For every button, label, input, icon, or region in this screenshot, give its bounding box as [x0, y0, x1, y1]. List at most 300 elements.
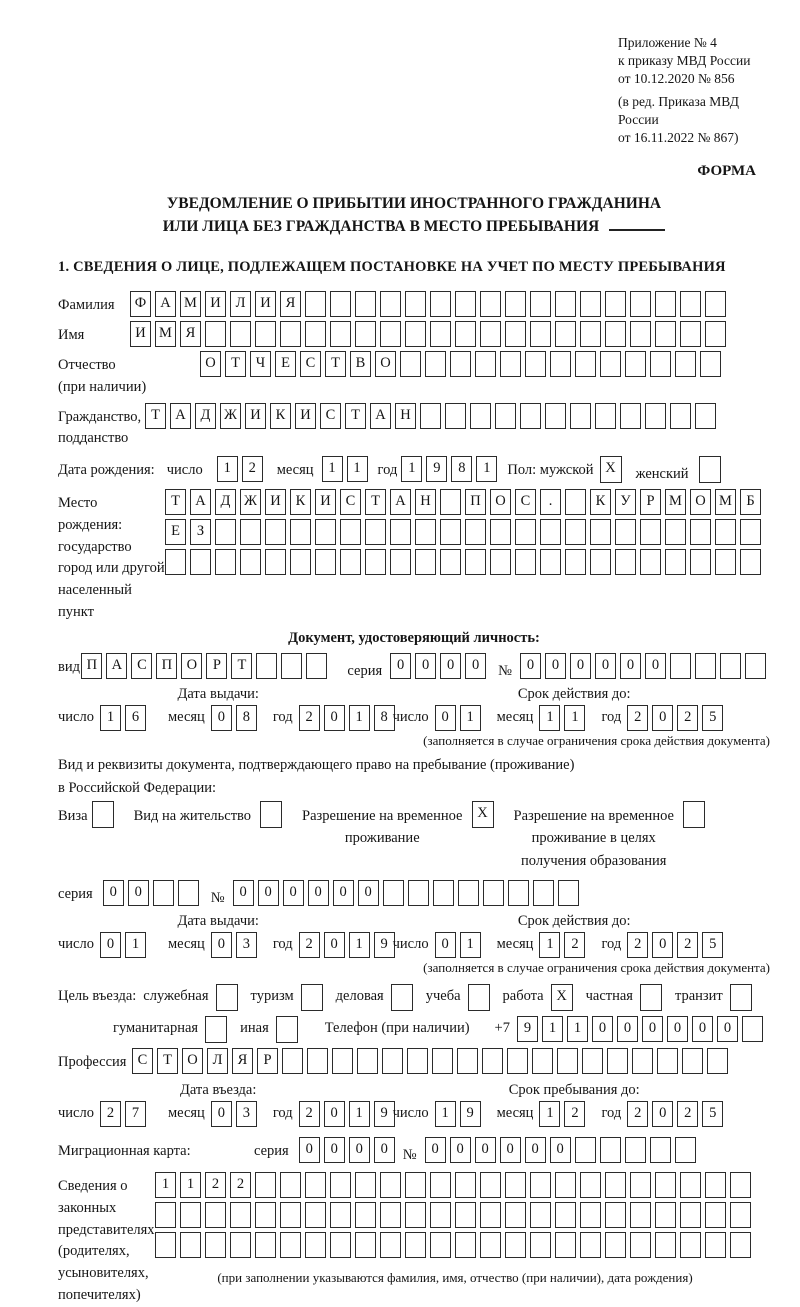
char-box[interactable]	[305, 1172, 326, 1198]
char-box[interactable]: 0	[652, 705, 673, 731]
char-box[interactable]	[405, 321, 426, 347]
char-box[interactable]	[355, 1172, 376, 1198]
char-box[interactable]	[430, 1232, 451, 1258]
char-box[interactable]	[255, 1232, 276, 1258]
char-box[interactable]: 2	[677, 705, 698, 731]
char-box[interactable]: 2	[230, 1172, 251, 1198]
char-box[interactable]: 2	[627, 1101, 648, 1127]
char-box[interactable]	[655, 291, 676, 317]
char-box[interactable]	[480, 1202, 501, 1228]
char-box[interactable]: 1	[155, 1172, 176, 1198]
purpose-transit-checkbox[interactable]	[730, 984, 752, 1011]
char-box[interactable]	[580, 1202, 601, 1228]
char-box[interactable]	[730, 1172, 751, 1198]
char-box[interactable]: 1	[349, 1101, 370, 1127]
char-box[interactable]	[740, 519, 761, 545]
char-box[interactable]	[480, 321, 501, 347]
char-box[interactable]: 0	[645, 653, 666, 679]
char-box[interactable]	[630, 1202, 651, 1228]
char-box[interactable]: 0	[692, 1016, 713, 1042]
char-box[interactable]: М	[665, 489, 686, 515]
char-box[interactable]: 8	[236, 705, 257, 731]
char-box[interactable]	[600, 1137, 621, 1163]
char-box[interactable]: 0	[520, 653, 541, 679]
char-box[interactable]	[440, 549, 461, 575]
char-box[interactable]	[505, 291, 526, 317]
char-box[interactable]: 0	[233, 880, 254, 906]
char-box[interactable]	[557, 1048, 578, 1074]
purpose-private-checkbox[interactable]	[640, 984, 662, 1011]
char-box[interactable]	[230, 1232, 251, 1258]
char-box[interactable]	[630, 1172, 651, 1198]
char-box[interactable]	[215, 549, 236, 575]
char-box[interactable]: 0	[324, 1101, 345, 1127]
char-box[interactable]	[153, 880, 174, 906]
char-box[interactable]: 5	[702, 705, 723, 731]
char-box[interactable]	[380, 1172, 401, 1198]
char-box[interactable]: М	[155, 321, 176, 347]
char-box[interactable]: И	[205, 291, 226, 317]
char-box[interactable]: З	[190, 519, 211, 545]
char-box[interactable]: 2	[100, 1101, 121, 1127]
char-box[interactable]: 0	[308, 880, 329, 906]
char-box[interactable]: Т	[345, 403, 366, 429]
char-box[interactable]	[265, 519, 286, 545]
char-box[interactable]: 9	[426, 456, 447, 482]
char-box[interactable]	[620, 403, 641, 429]
char-box[interactable]: 0	[667, 1016, 688, 1042]
char-box[interactable]	[430, 1172, 451, 1198]
char-box[interactable]: К	[290, 489, 311, 515]
char-box[interactable]	[655, 1172, 676, 1198]
char-box[interactable]	[305, 321, 326, 347]
char-box[interactable]: Л	[230, 291, 251, 317]
char-box[interactable]	[595, 403, 616, 429]
char-box[interactable]	[490, 549, 511, 575]
char-box[interactable]	[255, 1172, 276, 1198]
char-box[interactable]	[205, 1232, 226, 1258]
char-box[interactable]: А	[390, 489, 411, 515]
char-box[interactable]: И	[130, 321, 151, 347]
char-box[interactable]	[290, 549, 311, 575]
char-box[interactable]: 0	[100, 932, 121, 958]
char-box[interactable]: 0	[592, 1016, 613, 1042]
purpose-official-checkbox[interactable]	[216, 984, 238, 1011]
char-box[interactable]: 0	[324, 932, 345, 958]
char-box[interactable]: 1	[460, 705, 481, 731]
char-box[interactable]	[565, 549, 586, 575]
char-box[interactable]	[575, 351, 596, 377]
char-box[interactable]	[590, 519, 611, 545]
char-box[interactable]	[330, 1172, 351, 1198]
char-box[interactable]	[190, 549, 211, 575]
char-box[interactable]: О	[490, 489, 511, 515]
char-box[interactable]: 1	[539, 705, 560, 731]
char-box[interactable]: Р	[257, 1048, 278, 1074]
char-box[interactable]	[215, 519, 236, 545]
char-box[interactable]	[632, 1048, 653, 1074]
char-box[interactable]	[405, 1202, 426, 1228]
char-box[interactable]	[280, 1232, 301, 1258]
char-box[interactable]	[430, 321, 451, 347]
char-box[interactable]: А	[155, 291, 176, 317]
char-box[interactable]: 0	[415, 653, 436, 679]
char-box[interactable]	[290, 519, 311, 545]
char-box[interactable]	[533, 880, 554, 906]
char-box[interactable]	[390, 519, 411, 545]
char-box[interactable]	[665, 549, 686, 575]
char-box[interactable]: 5	[702, 1101, 723, 1127]
char-box[interactable]	[540, 549, 561, 575]
char-box[interactable]: Д	[215, 489, 236, 515]
char-box[interactable]: А	[106, 653, 127, 679]
char-box[interactable]	[615, 519, 636, 545]
char-box[interactable]	[240, 549, 261, 575]
char-box[interactable]	[625, 351, 646, 377]
char-box[interactable]: 5	[702, 932, 723, 958]
char-box[interactable]	[655, 1202, 676, 1228]
char-box[interactable]: Е	[275, 351, 296, 377]
purpose-business-checkbox[interactable]	[391, 984, 413, 1011]
char-box[interactable]	[555, 321, 576, 347]
char-box[interactable]	[240, 519, 261, 545]
char-box[interactable]	[255, 321, 276, 347]
char-box[interactable]	[605, 1232, 626, 1258]
char-box[interactable]: 0	[333, 880, 354, 906]
char-box[interactable]	[690, 519, 711, 545]
char-box[interactable]: С	[131, 653, 152, 679]
char-box[interactable]	[670, 403, 691, 429]
char-box[interactable]	[690, 549, 711, 575]
char-box[interactable]	[730, 1232, 751, 1258]
char-box[interactable]	[555, 291, 576, 317]
char-box[interactable]	[742, 1016, 763, 1042]
char-box[interactable]	[705, 1232, 726, 1258]
char-box[interactable]: Е	[165, 519, 186, 545]
char-box[interactable]	[680, 1232, 701, 1258]
char-box[interactable]	[315, 519, 336, 545]
char-box[interactable]: С	[515, 489, 536, 515]
char-box[interactable]: 8	[374, 705, 395, 731]
char-box[interactable]	[530, 1172, 551, 1198]
char-box[interactable]	[580, 1172, 601, 1198]
char-box[interactable]	[280, 1202, 301, 1228]
char-box[interactable]: 0	[211, 705, 232, 731]
char-box[interactable]: П	[465, 489, 486, 515]
char-box[interactable]	[465, 519, 486, 545]
char-box[interactable]	[305, 291, 326, 317]
char-box[interactable]: 0	[103, 880, 124, 906]
char-box[interactable]: 1	[539, 1101, 560, 1127]
char-box[interactable]	[340, 519, 361, 545]
purpose-humanitarian-checkbox[interactable]	[205, 1016, 227, 1043]
char-box[interactable]: 1	[100, 705, 121, 731]
char-box[interactable]: Т	[157, 1048, 178, 1074]
char-box[interactable]: 1	[460, 932, 481, 958]
char-box[interactable]: 1	[322, 456, 343, 482]
char-box[interactable]: Я	[180, 321, 201, 347]
purpose-tourism-checkbox[interactable]	[301, 984, 323, 1011]
char-box[interactable]: И	[295, 403, 316, 429]
char-box[interactable]: 1	[564, 705, 585, 731]
char-box[interactable]: 3	[236, 932, 257, 958]
char-box[interactable]: 9	[374, 1101, 395, 1127]
female-checkbox[interactable]	[699, 456, 721, 483]
char-box[interactable]: 0	[128, 880, 149, 906]
char-box[interactable]: М	[180, 291, 201, 317]
char-box[interactable]	[705, 291, 726, 317]
char-box[interactable]: 0	[550, 1137, 571, 1163]
char-box[interactable]: 0	[358, 880, 379, 906]
char-box[interactable]: 2	[564, 1101, 585, 1127]
char-box[interactable]	[570, 403, 591, 429]
purpose-study-checkbox[interactable]	[468, 984, 490, 1011]
char-box[interactable]	[408, 880, 429, 906]
char-box[interactable]: Т	[365, 489, 386, 515]
char-box[interactable]: К	[270, 403, 291, 429]
char-box[interactable]: 0	[349, 1137, 370, 1163]
char-box[interactable]	[306, 653, 327, 679]
char-box[interactable]	[455, 1202, 476, 1228]
char-box[interactable]: 0	[211, 932, 232, 958]
char-box[interactable]: 9	[517, 1016, 538, 1042]
char-box[interactable]	[665, 519, 686, 545]
char-box[interactable]: 0	[475, 1137, 496, 1163]
char-box[interactable]: 2	[627, 705, 648, 731]
char-box[interactable]	[230, 321, 251, 347]
char-box[interactable]	[425, 351, 446, 377]
char-box[interactable]	[470, 403, 491, 429]
char-box[interactable]	[715, 549, 736, 575]
char-box[interactable]	[355, 1232, 376, 1258]
char-box[interactable]	[745, 653, 766, 679]
char-box[interactable]	[315, 549, 336, 575]
char-box[interactable]	[650, 351, 671, 377]
char-box[interactable]	[255, 1202, 276, 1228]
char-box[interactable]	[305, 1202, 326, 1228]
char-box[interactable]	[455, 321, 476, 347]
char-box[interactable]	[707, 1048, 728, 1074]
char-box[interactable]: 0	[211, 1101, 232, 1127]
char-box[interactable]: 2	[627, 932, 648, 958]
char-box[interactable]	[165, 549, 186, 575]
char-box[interactable]	[380, 291, 401, 317]
char-box[interactable]	[505, 321, 526, 347]
char-box[interactable]	[505, 1172, 526, 1198]
char-box[interactable]	[307, 1048, 328, 1074]
char-box[interactable]	[480, 291, 501, 317]
char-box[interactable]	[605, 291, 626, 317]
char-box[interactable]	[178, 880, 199, 906]
char-box[interactable]	[330, 1202, 351, 1228]
char-box[interactable]	[440, 489, 461, 515]
char-box[interactable]	[330, 291, 351, 317]
char-box[interactable]: 9	[460, 1101, 481, 1127]
char-box[interactable]: 2	[299, 932, 320, 958]
char-box[interactable]: С	[300, 351, 321, 377]
char-box[interactable]	[590, 549, 611, 575]
char-box[interactable]: А	[370, 403, 391, 429]
char-box[interactable]: 0	[390, 653, 411, 679]
char-box[interactable]: 0	[500, 1137, 521, 1163]
char-box[interactable]	[615, 549, 636, 575]
char-box[interactable]	[455, 1172, 476, 1198]
char-box[interactable]	[475, 351, 496, 377]
char-box[interactable]: 1	[476, 456, 497, 482]
char-box[interactable]: 2	[677, 1101, 698, 1127]
char-box[interactable]: 1	[217, 456, 238, 482]
char-box[interactable]	[555, 1172, 576, 1198]
char-box[interactable]	[545, 403, 566, 429]
char-box[interactable]: 0	[440, 653, 461, 679]
char-box[interactable]: 1	[542, 1016, 563, 1042]
char-box[interactable]: 2	[205, 1172, 226, 1198]
char-box[interactable]	[380, 1232, 401, 1258]
char-box[interactable]	[605, 321, 626, 347]
char-box[interactable]: Я	[232, 1048, 253, 1074]
char-box[interactable]: 0	[525, 1137, 546, 1163]
char-box[interactable]	[625, 1137, 646, 1163]
char-box[interactable]	[332, 1048, 353, 1074]
char-box[interactable]: 0	[425, 1137, 446, 1163]
char-box[interactable]	[508, 880, 529, 906]
char-box[interactable]	[580, 291, 601, 317]
char-box[interactable]: Ф	[130, 291, 151, 317]
char-box[interactable]	[675, 1137, 696, 1163]
char-box[interactable]: О	[200, 351, 221, 377]
char-box[interactable]	[670, 653, 691, 679]
char-box[interactable]	[550, 351, 571, 377]
char-box[interactable]: 0	[324, 705, 345, 731]
char-box[interactable]: 1	[349, 932, 370, 958]
char-box[interactable]	[365, 549, 386, 575]
char-box[interactable]	[680, 321, 701, 347]
char-box[interactable]: 7	[125, 1101, 146, 1127]
char-box[interactable]: 0	[258, 880, 279, 906]
char-box[interactable]	[490, 519, 511, 545]
char-box[interactable]: .	[540, 489, 561, 515]
char-box[interactable]	[440, 519, 461, 545]
char-box[interactable]	[340, 549, 361, 575]
char-box[interactable]	[405, 1172, 426, 1198]
char-box[interactable]	[740, 549, 761, 575]
char-box[interactable]	[532, 1048, 553, 1074]
char-box[interactable]	[405, 1232, 426, 1258]
char-box[interactable]: Я	[280, 291, 301, 317]
char-box[interactable]	[540, 519, 561, 545]
char-box[interactable]	[607, 1048, 628, 1074]
char-box[interactable]	[640, 549, 661, 575]
char-box[interactable]	[525, 351, 546, 377]
char-box[interactable]	[675, 351, 696, 377]
char-box[interactable]: Р	[206, 653, 227, 679]
char-box[interactable]	[695, 403, 716, 429]
char-box[interactable]	[655, 321, 676, 347]
char-box[interactable]	[530, 321, 551, 347]
temporary-residence-checkbox[interactable]: X	[472, 801, 494, 828]
char-box[interactable]	[495, 403, 516, 429]
char-box[interactable]	[281, 653, 302, 679]
char-box[interactable]	[605, 1202, 626, 1228]
char-box[interactable]	[205, 321, 226, 347]
char-box[interactable]	[420, 403, 441, 429]
char-box[interactable]: С	[340, 489, 361, 515]
char-box[interactable]	[355, 1202, 376, 1228]
char-box[interactable]	[405, 291, 426, 317]
char-box[interactable]: 1	[567, 1016, 588, 1042]
char-box[interactable]	[630, 291, 651, 317]
char-box[interactable]	[695, 653, 716, 679]
char-box[interactable]: 2	[564, 932, 585, 958]
char-box[interactable]	[483, 880, 504, 906]
char-box[interactable]	[433, 880, 454, 906]
char-box[interactable]	[380, 321, 401, 347]
char-box[interactable]: 1	[349, 705, 370, 731]
char-box[interactable]: 0	[652, 932, 673, 958]
char-box[interactable]: И	[255, 291, 276, 317]
char-box[interactable]: В	[350, 351, 371, 377]
char-box[interactable]: 0	[570, 653, 591, 679]
char-box[interactable]	[530, 1232, 551, 1258]
char-box[interactable]: 1	[539, 932, 560, 958]
char-box[interactable]	[507, 1048, 528, 1074]
char-box[interactable]	[655, 1232, 676, 1258]
char-box[interactable]: 0	[545, 653, 566, 679]
char-box[interactable]	[382, 1048, 403, 1074]
char-box[interactable]	[480, 1232, 501, 1258]
char-box[interactable]	[480, 1172, 501, 1198]
char-box[interactable]: Д	[195, 403, 216, 429]
char-box[interactable]: И	[245, 403, 266, 429]
char-box[interactable]: 0	[435, 705, 456, 731]
char-box[interactable]: Т	[225, 351, 246, 377]
char-box[interactable]: 2	[242, 456, 263, 482]
char-box[interactable]: 1	[435, 1101, 456, 1127]
char-box[interactable]	[657, 1048, 678, 1074]
char-box[interactable]: К	[590, 489, 611, 515]
char-box[interactable]	[600, 351, 621, 377]
char-box[interactable]	[282, 1048, 303, 1074]
char-box[interactable]: 1	[180, 1172, 201, 1198]
char-box[interactable]	[705, 321, 726, 347]
char-box[interactable]	[482, 1048, 503, 1074]
residence-permit-checkbox[interactable]	[260, 801, 282, 828]
char-box[interactable]	[450, 351, 471, 377]
char-box[interactable]: П	[156, 653, 177, 679]
char-box[interactable]	[256, 653, 277, 679]
char-box[interactable]	[180, 1232, 201, 1258]
char-box[interactable]: 0	[374, 1137, 395, 1163]
char-box[interactable]	[680, 1172, 701, 1198]
char-box[interactable]	[682, 1048, 703, 1074]
char-box[interactable]: 0	[717, 1016, 738, 1042]
char-box[interactable]	[558, 880, 579, 906]
char-box[interactable]: Т	[231, 653, 252, 679]
char-box[interactable]: Р	[640, 489, 661, 515]
char-box[interactable]: Т	[325, 351, 346, 377]
char-box[interactable]	[530, 1202, 551, 1228]
char-box[interactable]: 9	[374, 932, 395, 958]
char-box[interactable]	[415, 519, 436, 545]
char-box[interactable]	[455, 1232, 476, 1258]
char-box[interactable]: А	[170, 403, 191, 429]
char-box[interactable]	[565, 519, 586, 545]
char-box[interactable]	[430, 1202, 451, 1228]
char-box[interactable]	[645, 403, 666, 429]
char-box[interactable]: С	[132, 1048, 153, 1074]
char-box[interactable]: Т	[145, 403, 166, 429]
char-box[interactable]	[458, 880, 479, 906]
